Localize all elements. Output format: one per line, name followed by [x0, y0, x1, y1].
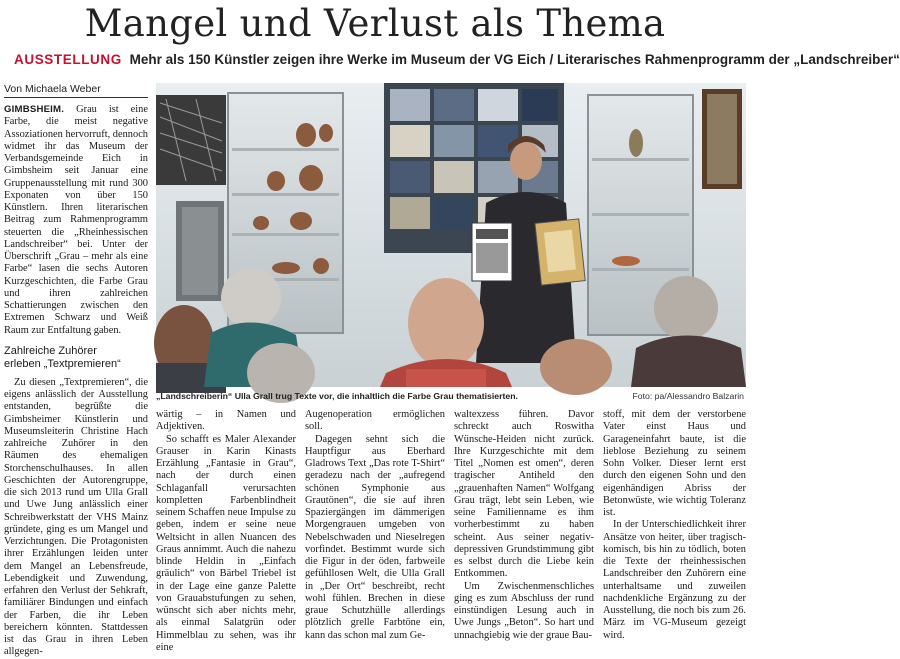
paragraph: wärtig – in Namen und Adjektiven.	[156, 409, 296, 433]
byline: Von Michaela Weber	[4, 83, 101, 95]
lead-paragraph	[4, 104, 148, 337]
lead-text: Grau ist eine Farbe, die meist negative Assoziationen hervorruft, dennoch widmet ihr das Museum der Verbandsgemeinde Eich in Gimbsheim seit Januar eine Gruppenausstellung mit rund 300 Exponaten von über 150 Künstlern. Ihren literarischen Beitrag zum Rahmenprogramm steuerten die „Rheinhessischen Landschreiber“ bei. Unter der Überschrift „Grau – mehr als eine Farbe“ lasen die sechs Autoren Kurzgeschichten, die Farbe Grau und ihren zahlreichen Schattierungen zwischen den Extremen Schwarz und Weiß Raum zur Entfaltung gaben.	[4, 104, 148, 336]
article-photo	[156, 83, 746, 387]
column-2	[156, 409, 296, 653]
paragraph: Dagegen sehnt sich die Hauptfigur aus Eberhard Gladrows Text „Das rote T-Shirt“ geradezu nach der „aufregend schönen Symphonie aus Grautönen“, die sie auf ihren Spaziergängen im dämmerigen Morgengrauen umgeben von Nebelschwaden und Nieselregen vorfindet. Bestimmt wurde sich die Figur in der öden, farbweile gefühllosen Welt, die Ulla Grall in „Der Ort“ beschreibt, recht wohl fühlen. Brechen in diese graue Schutzhülle allerdings plötzlich grelle Farbtöne ein, kann das schon mal zum Ge-	[305, 433, 445, 641]
column-5	[603, 409, 746, 641]
column-4	[454, 409, 594, 641]
column-3	[305, 409, 445, 641]
subheading	[4, 345, 148, 371]
photo-caption	[156, 391, 746, 404]
byline-rule	[4, 97, 148, 98]
subline	[14, 52, 900, 72]
photo-illustration	[156, 83, 746, 387]
deck: Mehr als 150 Künstler zeigen ihre Werke im Museum der VG Eich / Literarisches Rahmenprogramm der „Landschreiber“	[129, 52, 900, 67]
paragraph: stoff, mit dem der verstorbene Vater einst Haus und Garageneinfahrt baute, ist die lieblose Beziehung zu seinem Sohn Volker. Dieser lernt erst durch den eigenen Sohn und den eigenhändigen Abriss der Betonwüste, wie wichtig Toleranz ist.	[603, 409, 746, 518]
caption-text: „Landschreiberin“ Ulla Grall trug Texte vor, die inhaltlich die Farbe Grau thematisierten.	[156, 391, 518, 401]
dateline: GIMBSHEIM.	[4, 104, 65, 115]
subheading-line-1: Zahlreiche Zuhörer	[4, 344, 97, 357]
headline: Mangel und Verlust als Thema	[84, 2, 666, 45]
paragraph: Zu diesen „Textpremieren“, die eigens anlässlich der Ausstellung entstanden, begrüßte die Gimbsheimer Künstlerin und Museumsleiterin Christine Hach zahlreiche Zuhörer in den Räumen des ehemaligen Storchenschulhauses. In allen Geschichten der Autorengruppe, die sich 2013 rund um Ulla Grall und Uwe Jung anlässlich einer Schreibwerkstatt der VHS Mainz gründete, ging es um Mangel und Verzichtungen. Die Protagonisten ihrer Erzählungen leiden unter dem Mangel an Lebensfreude, Lebendigkeit und Zuwendung, erfahren den Verlust der Sehkraft, familiärer Bindungen und einfach der Farben, die ihr Leben bereichern könnten. Stattdessen ist das Grau in ihren Leben allgegen-	[4, 376, 148, 658]
paragraph: Um Zwischenmenschliches ging es zum Abschluss der rund einstündigen Lesung auch in Uwe Jungs „Beton“. So hart und unnachgiebig wie der graue Bau-	[454, 580, 594, 641]
subheading-line-2: erleben „Textpremieren“	[4, 357, 121, 370]
photo-credit: Foto: pa/Alessandro Balzarin	[632, 391, 744, 401]
paragraph: Augenoperation ermöglichen soll.	[305, 409, 445, 433]
column-1	[4, 104, 148, 658]
kicker: AUSSTELLUNG	[14, 52, 122, 67]
paragraph: So schafft es Maler Alexander Grauser in Karin Kinasts Erzählung „Fantasie in Grau“, nach der durch einen Schlaganfall verursachten kompletten Farbenblindheit seinem Schaffen neue Impulse zu geben, indem er seine neue Weltsicht in allen Nuancen des Graus annimmt. Auch die nahezu blinde Heldin in „Einfach gräulich“ von Bärbel Triebel ist in der Lage eine ganze Palette von Grauabstufungen zu sehen, wünscht sich aber nichts mehr, als einmal Salatgrün oder Himmelblau zu sehen, was ihr eine	[156, 433, 296, 653]
paragraph: waltexzess führen. Davor schreckt auch Roswitha Wünsche-Heiden nicht zurück. Ihre Kurzgeschichte mit dem Titel „Nomen est omen“, deren tragischer Antiheld den „grauenhaften Namen“ Wolfgang Grau trägt, lebt sein Leben, wie seine Familienname es ihm vorherbestimmt zu haben scheint. Aus seiner negativ-depressiven Grundstimmung gibt es selbst durch die Liebe kein Entkommen.	[454, 409, 594, 580]
paragraph: In der Unterschiedlichkeit ihrer Ansätze von heiter, über tragisch-komisch, bis hin zu tödlich, boten die Texte der rheinhessischen Landschreiber den Zuhörern eine unterhaltsame und zuweilen nachdenkliche Ergänzung zu der Ausstellung, die noch bis zum 26. März im VG-Museum gezeigt wird.	[603, 519, 746, 641]
